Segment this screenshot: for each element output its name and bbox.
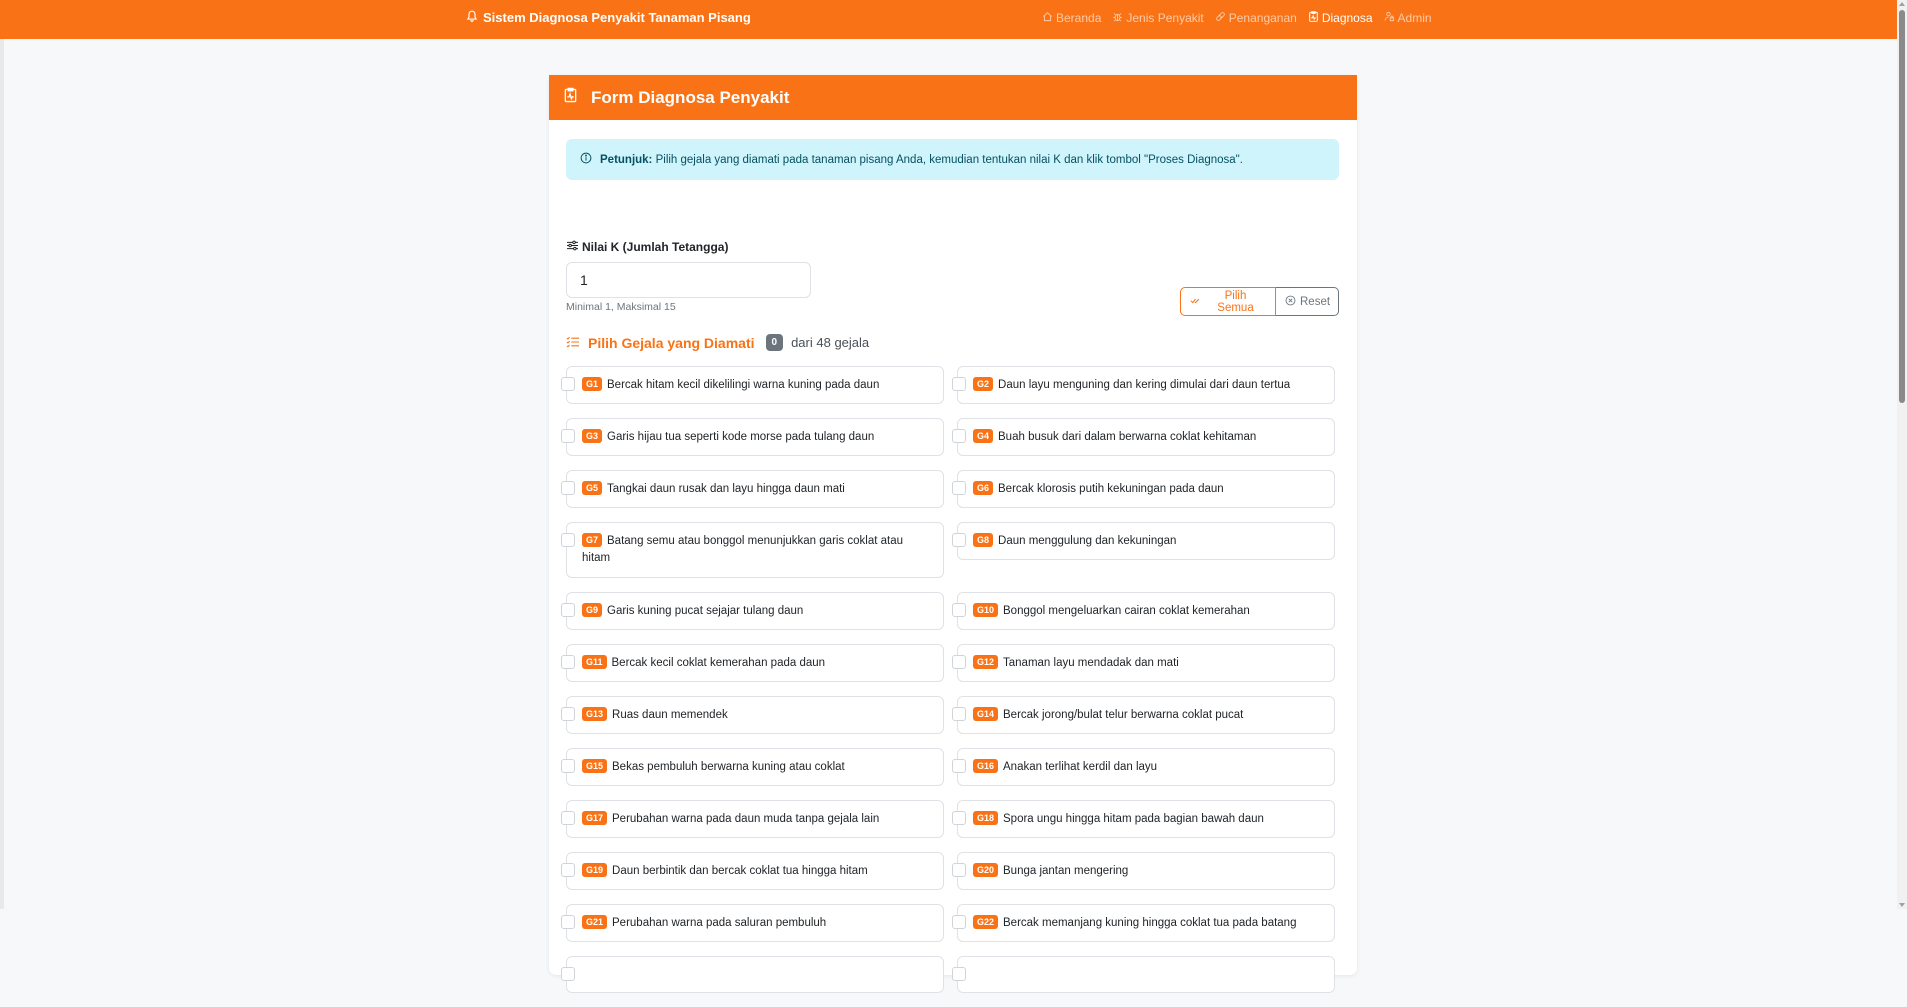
nav-jenis-penyakit-label: Jenis Penyakit: [1126, 11, 1204, 25]
house-icon: [1042, 11, 1053, 25]
symptom-checkbox[interactable]: [561, 759, 575, 773]
symptom-code-badge: G21: [582, 915, 607, 929]
symptom-code-badge: G14: [973, 707, 998, 721]
symptom-text: Spora ungu hingga hitam pada bagian bawah daun: [1003, 813, 1264, 825]
symptom-checkbox[interactable]: [952, 533, 966, 547]
card-header: [549, 75, 1357, 120]
symptom-checkbox[interactable]: [952, 811, 966, 825]
k-value-label-text: Nilai K (Jumlah Tetangga): [582, 240, 729, 254]
symptom-text: Tanaman layu mendadak dan mati: [1003, 657, 1179, 669]
symptom-text: Bunga jantan mengering: [1003, 865, 1129, 877]
symptom-checkbox[interactable]: [952, 707, 966, 721]
symptom-code-badge: G17: [582, 811, 607, 825]
x-circle-icon: [1285, 295, 1296, 309]
symptom-checkbox[interactable]: [952, 655, 966, 669]
symptom-code-badge: G8: [973, 533, 993, 547]
reset-label: Reset: [1300, 295, 1331, 308]
brand-title: Sistem Diagnosa Penyakit Tanaman Pisang: [483, 10, 751, 25]
symptom-checkbox[interactable]: [561, 811, 575, 825]
symptom-item-g13[interactable]: [566, 696, 944, 734]
symptom-text: Bercak jorong/bulat telur berwarna coklat pucat: [1003, 709, 1244, 721]
symptom-code-badge: G15: [582, 759, 607, 773]
symptom-checkbox[interactable]: [952, 759, 966, 773]
nav-penanganan[interactable]: [1215, 11, 1297, 25]
symptom-checkbox[interactable]: [561, 429, 575, 443]
symptom-checkbox[interactable]: [561, 707, 575, 721]
symptom-text: Perubahan warna pada saluran pembuluh: [612, 917, 827, 929]
page-edge: [0, 39, 4, 909]
select-all-label: Pilih Semua: [1217, 289, 1254, 314]
scroll-down-arrow-icon[interactable]: [1899, 903, 1905, 907]
symptom-checkbox[interactable]: [952, 915, 966, 929]
symptom-code-badge: G5: [582, 481, 602, 495]
symptom-code-badge: G10: [973, 603, 998, 617]
total-symptoms-text: dari 48 gejala: [791, 335, 870, 350]
clipboard-pulse-icon: [1308, 11, 1319, 25]
symptom-checkbox[interactable]: [561, 863, 575, 877]
symptom-item-g1[interactable]: [566, 366, 944, 404]
brand[interactable]: [466, 10, 751, 25]
symptom-text: Bercak hitam kecil dikelilingi warna kuning pada daun: [607, 379, 880, 391]
check-all-icon: [1190, 295, 1201, 309]
card-title: Form Diagnosa Penyakit: [591, 87, 790, 107]
symptom-text: Bekas pembuluh berwarna kuning atau coklat: [612, 761, 845, 773]
symptom-item-g2[interactable]: [957, 366, 1335, 404]
symptom-item-g6[interactable]: [957, 470, 1335, 508]
symptom-item-g9[interactable]: [566, 592, 944, 630]
symptom-item-g3[interactable]: [566, 418, 944, 456]
symptom-checkbox[interactable]: [952, 603, 966, 617]
symptom-text: Ruas daun memendek: [612, 709, 728, 721]
symptom-item-g5[interactable]: [566, 470, 944, 508]
symptom-checkbox[interactable]: [952, 481, 966, 495]
symptom-code-badge: G12: [973, 655, 998, 669]
symptom-item-g4[interactable]: [957, 418, 1335, 456]
symptom-item-partial-left[interactable]: [566, 956, 944, 993]
symptom-item-g18[interactable]: [957, 800, 1335, 838]
symptom-code-badge: G6: [973, 481, 993, 495]
symptom-item-g17[interactable]: [566, 800, 944, 838]
symptom-item-g16[interactable]: [957, 748, 1335, 786]
symptom-checkbox[interactable]: [561, 377, 575, 391]
symptom-code-badge: G20: [973, 863, 998, 877]
symptom-item-g15[interactable]: [566, 748, 944, 786]
alert-content: [600, 154, 1243, 166]
symptom-text: Bonggol mengeluarkan cairan coklat kemerahan: [1003, 605, 1250, 617]
instruction-alert: [566, 139, 1339, 180]
select-all-button[interactable]: [1180, 287, 1276, 316]
k-value-label: [566, 240, 728, 254]
scroll-up-arrow-icon[interactable]: [1899, 2, 1905, 6]
selection-button-group: [1180, 287, 1339, 316]
sliders-icon: [566, 240, 579, 254]
symptom-text: Bercak klorosis putih kekuningan pada daun: [998, 483, 1224, 495]
scroll-thumb[interactable]: [1899, 10, 1905, 403]
symptoms-grid: [566, 366, 1339, 1007]
symptom-text: Garis kuning pucat sejajar tulang daun: [607, 605, 804, 617]
alert-label: Petunjuk:: [600, 153, 653, 166]
symptom-checkbox[interactable]: [561, 915, 575, 929]
user-lock-icon: [1384, 11, 1395, 25]
nav-links: [1042, 11, 1432, 25]
symptom-text: Buah busuk dari dalam berwarna coklat kehitaman: [998, 431, 1257, 443]
symptom-code-badge: G4: [973, 429, 993, 443]
symptom-code-badge: G13: [582, 707, 607, 721]
selected-count-badge: 0: [766, 334, 784, 351]
nav-beranda-label: Beranda: [1056, 11, 1102, 25]
nav-diagnosa[interactable]: [1308, 11, 1373, 25]
symptoms-section-header: [566, 334, 869, 351]
k-value-input[interactable]: [566, 262, 811, 298]
symptom-item-partial-right[interactable]: [957, 956, 1335, 993]
bandage-icon: [1215, 11, 1226, 25]
alert-text: Pilih gejala yang diamati pada tanaman pisang Anda, kemudian tentukan nilai K dan klik tombol "Proses Diagnosa".: [655, 153, 1243, 166]
symptom-code-badge: G1: [582, 377, 602, 391]
symptom-text: Daun layu menguning dan kering dimulai dari daun tertua: [998, 379, 1291, 391]
nav-admin-label: Admin: [1397, 11, 1432, 25]
symptom-text: Anakan terlihat kerdil dan layu: [1003, 761, 1158, 773]
symptom-code-badge: G16: [973, 759, 998, 773]
symptom-code-badge: G3: [582, 429, 602, 443]
bell-icon: [466, 10, 478, 25]
symptom-text: Bercak kecil coklat kemerahan pada daun: [611, 657, 826, 669]
symptom-item-g20[interactable]: [957, 852, 1335, 890]
symptom-code-badge: G9: [582, 603, 602, 617]
symptom-checkbox[interactable]: [561, 481, 575, 495]
nav-diagnosa-label: Diagnosa: [1321, 11, 1373, 25]
symptom-text: Batang semu atau bonggol menunjukkan garis coklat atau hitam: [582, 535, 904, 564]
symptom-checkbox[interactable]: [952, 377, 966, 391]
page-scrollbar[interactable]: [1897, 0, 1907, 909]
symptom-code-badge: G22: [973, 915, 998, 929]
nav-beranda[interactable]: [1042, 11, 1101, 25]
symptom-text: Garis hijau tua seperti kode morse pada tulang daun: [607, 431, 875, 443]
symptom-checkbox[interactable]: [952, 967, 966, 981]
symptom-text: Daun menggulung dan kekuningan: [998, 535, 1177, 547]
symptom-item-g7[interactable]: [566, 522, 944, 578]
symptom-checkbox[interactable]: [561, 603, 575, 617]
symptom-text: Tangkai daun rusak dan layu hingga daun mati: [607, 483, 845, 495]
symptom-code-badge: G7: [582, 533, 602, 547]
symptom-item-g11[interactable]: [566, 644, 944, 682]
symptom-text: Perubahan warna pada daun muda tanpa gejala lain: [612, 813, 880, 825]
symptom-checkbox[interactable]: [952, 863, 966, 877]
nav-admin[interactable]: [1384, 11, 1432, 25]
symptom-item-g19[interactable]: [566, 852, 944, 890]
navbar: [0, 0, 1897, 39]
nav-jenis-penyakit[interactable]: [1112, 11, 1203, 25]
bug-icon: [1112, 11, 1123, 25]
symptom-code-badge: G2: [973, 377, 993, 391]
diagnosa-form-card: [549, 75, 1357, 975]
symptom-code-badge: G18: [973, 811, 998, 825]
symptom-item-g22[interactable]: [957, 904, 1335, 942]
symptom-checkbox[interactable]: [561, 655, 575, 669]
symptom-item-g10[interactable]: [957, 592, 1335, 630]
symptom-text: Bercak memanjang kuning hingga coklat tua pada batang: [1003, 917, 1297, 929]
symptom-item-g14[interactable]: [957, 696, 1335, 734]
reset-button[interactable]: [1276, 287, 1339, 316]
symptom-checkbox[interactable]: [561, 967, 575, 981]
symptom-checkbox[interactable]: [561, 533, 575, 547]
symptom-text: Daun berbintik dan bercak coklat tua hingga hitam: [612, 865, 868, 877]
symptom-code-badge: G11: [582, 655, 607, 669]
clipboard-pulse-icon: [563, 87, 578, 108]
symptom-item-g12[interactable]: [957, 644, 1335, 682]
symptom-checkbox[interactable]: [952, 429, 966, 443]
symptoms-section-title: Pilih Gejala yang Diamati: [588, 334, 755, 351]
k-value-help: Minimal 1, Maksimal 15: [566, 301, 676, 313]
symptom-code-badge: G19: [582, 863, 607, 877]
list-check-icon: [566, 335, 580, 351]
symptom-item-g21[interactable]: [566, 904, 944, 942]
info-circle-icon: [580, 152, 592, 167]
symptom-item-g8[interactable]: [957, 522, 1335, 560]
nav-penanganan-label: Penanganan: [1228, 11, 1297, 25]
